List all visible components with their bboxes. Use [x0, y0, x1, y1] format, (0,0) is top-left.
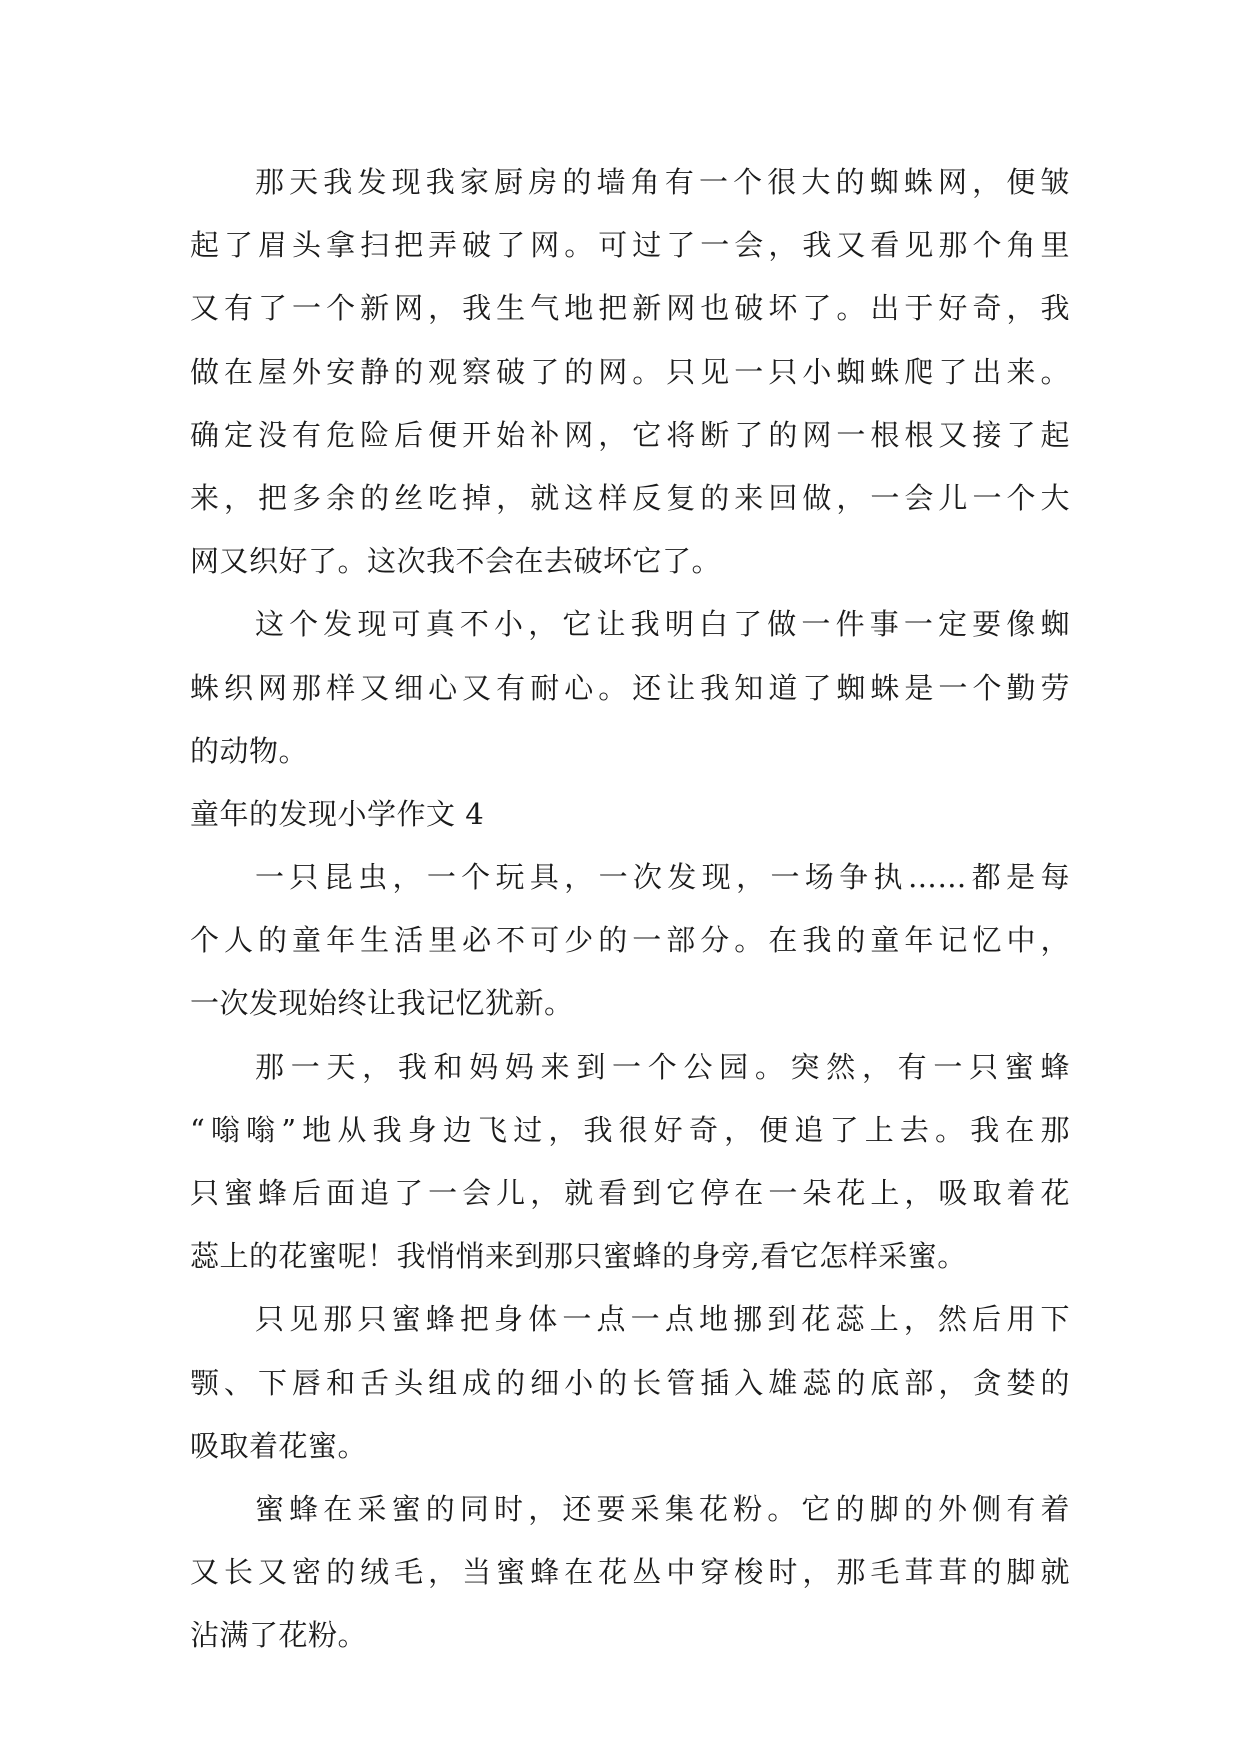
text-line: 蜜蜂在采蜜的同时，还要采集花粉。它的脚的外侧有着 — [255, 1491, 1070, 1526]
text-line: “嗡嗡”地从我身边飞过，我很好奇，便追了上去。我在那 — [190, 1112, 1070, 1147]
text-line: 又有了一个新网，我生气地把新网也破坏了。出于好奇，我 — [190, 291, 1070, 326]
text-line: 颚、下唇和舌头组成的细小的长管插入雄蕊的底部，贪婪的 — [190, 1365, 1070, 1400]
text-line: 一次发现始终让我记忆犹新。 — [190, 986, 574, 1021]
paragraph-lesson — [190, 593, 1070, 783]
text-line: 的动物。 — [190, 733, 309, 768]
text-line: 只见那只蜜蜂把身体一点一点地挪到花蕊上，然后用下 — [255, 1302, 1070, 1337]
paragraph-intro — [190, 846, 1070, 1036]
text-line: 个人的童年生活里必不可少的一部分。在我的童年记忆中， — [190, 923, 1070, 958]
text-line: 确定没有危险后便开始补网，它将断了的网一根根又接了起 — [190, 417, 1070, 452]
document-body — [190, 151, 1070, 1668]
text-line: 起了眉头拿扫把弄破了网。可过了一会，我又看见那个角里 — [190, 228, 1070, 263]
text-line: 来，把多余的丝吃掉，就这样反复的来回做，一会儿一个大 — [190, 480, 1070, 515]
paragraph-bee-chase — [190, 1036, 1070, 1289]
text-line: 网又织好了。这次我不会在去破坏它了。 — [190, 544, 722, 579]
text-line: 蕊上的花蜜呢！我悄悄来到那只蜜蜂的身旁,看它怎样采蜜。 — [190, 1239, 967, 1274]
text-line: 吸取着花蜜。 — [190, 1428, 368, 1463]
text-line: 那一天，我和妈妈来到一个公园。突然，有一只蜜蜂 — [255, 1049, 1070, 1084]
text-line: 一只昆虫，一个玩具，一次发现，一场争执……都是每 — [255, 860, 1070, 895]
essay-heading: 童年的发现小学作文 4 — [190, 796, 485, 831]
text-line: 沾满了花粉。 — [190, 1618, 368, 1653]
paragraph-spider-web — [190, 151, 1070, 593]
text-line: 又长又密的绒毛，当蜜蜂在花丛中穿梭时，那毛茸茸的脚就 — [190, 1555, 1070, 1590]
text-line: 做在屋外安静的观察破了的网。只见一只小蜘蛛爬了出来。 — [190, 354, 1070, 389]
text-line: 那天我发现我家厨房的墙角有一个很大的蜘蛛网，便皱 — [255, 165, 1070, 199]
paragraph-bee-nectar — [190, 1288, 1070, 1478]
paragraph-bee-pollen — [190, 1478, 1070, 1668]
text-line: 只蜜蜂后面追了一会儿，就看到它停在一朵花上，吸取着花 — [190, 1176, 1070, 1210]
text-line: 蛛织网那样又细心又有耐心。还让我知道了蜘蛛是一个勤劳 — [190, 670, 1070, 705]
text-line: 这个发现可真不小，它让我明白了做一件事一定要像蜘 — [255, 607, 1070, 642]
